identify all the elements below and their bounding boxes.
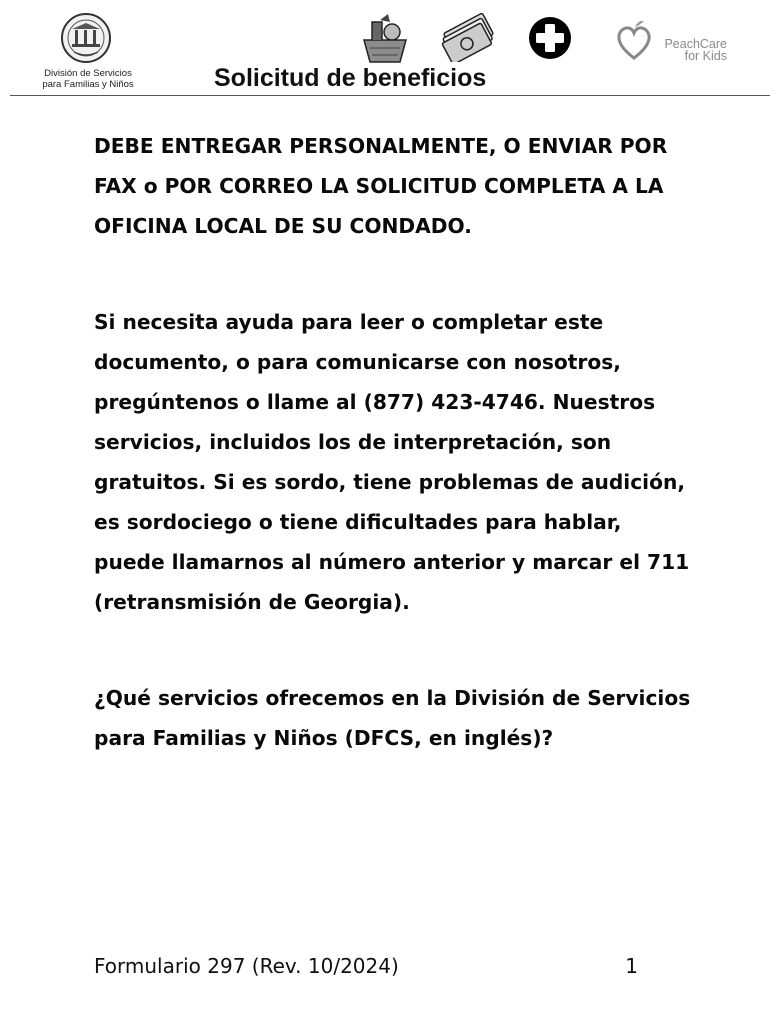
- agency-name-line1: División de Servicios: [44, 68, 132, 79]
- page-title: Solicitud de beneficios: [214, 64, 487, 92]
- page-content: [94, 126, 694, 758]
- page-footer: [94, 954, 654, 978]
- form-label: Formulario 297 (Rev. 10/2024): [94, 954, 399, 978]
- page-header: [0, 0, 770, 100]
- agency-name: [22, 68, 154, 90]
- header-divider: [10, 95, 770, 96]
- peachcare-logo-line2: for Kids: [684, 49, 727, 63]
- peachcare-logo-text: [655, 38, 727, 62]
- peachcare-logo-line1: PeachCare: [664, 37, 727, 51]
- money-icon: [440, 12, 498, 62]
- page-number: 1: [625, 954, 638, 978]
- submission-instructions: DEBE ENTREGAR PERSONALMENTE, O ENVIAR POR FAX o POR CORREO LA SOLICITUD COMPLETA A LA OFICINA LOCAL DE SU CONDADO.: [94, 134, 668, 238]
- agency-name-line2: para Familias y Niños: [42, 79, 134, 90]
- medical-cross-icon: [528, 16, 572, 60]
- state-seal-icon: [60, 12, 112, 64]
- peachcare-heart-icon: [614, 18, 654, 62]
- assistance-paragraph: Si necesita ayuda para leer o completar este documento, o para comunicarse con nosotros, pregúntenos o llame al (877) 423-4746. Nuestros servicios, incluidos los de interpretación, son gratuitos. Si es sordo, tiene problemas de audición, es sordociego o tiene dificultades para hablar, puede llamarnos al número anterior y marcar el 711 (retransmisión de Georgia).: [94, 310, 690, 614]
- services-question: ¿Qué servicios ofrecemos en la División de Servicios para Familias y Niños (DFCS, en inglés)?: [94, 686, 691, 750]
- food-basket-icon: [360, 12, 410, 64]
